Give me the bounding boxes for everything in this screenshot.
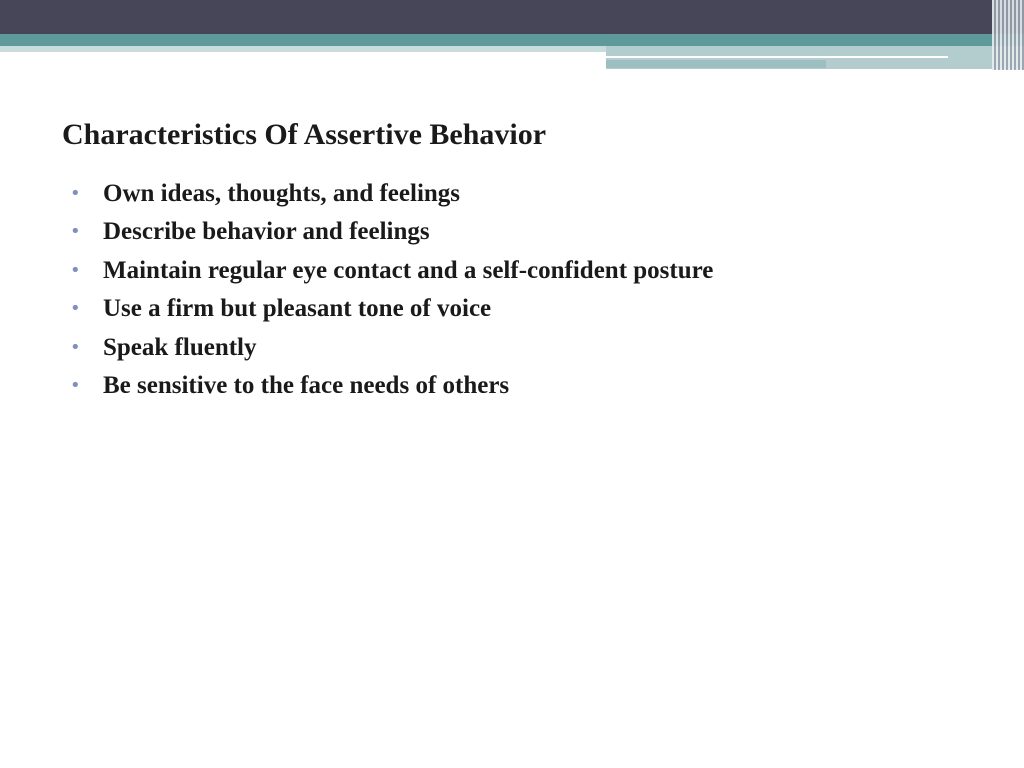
bullet-text: Speak fluently: [103, 333, 257, 361]
header-right-inner-stripe: [606, 60, 826, 68]
header-vertical-stripes: [992, 0, 1024, 70]
bullet-icon: •: [70, 374, 81, 396]
bullet-icon: •: [70, 336, 81, 358]
bullet-icon: •: [70, 221, 81, 243]
bullet-text: Use a firm but pleasant tone of voice: [103, 295, 492, 323]
header-light-stripe: [0, 46, 606, 52]
bullet-text: Own ideas, thoughts, and feelings: [103, 180, 461, 207]
header-teal-stripe: [0, 34, 1024, 46]
slide-header-band: [0, 0, 1024, 70]
slide-title: Characteristics Of Assertive Behavior: [62, 118, 547, 151]
bullet-icon: •: [70, 298, 81, 320]
bullet-icon: •: [70, 259, 81, 281]
bullet-icon: •: [70, 183, 81, 204]
header-dark-stripe: [0, 0, 1024, 34]
bullet-text: Be sensitive to the face needs of others: [103, 371, 510, 399]
bullet-text: Describe behavior and feelings: [103, 218, 430, 246]
header-right-line: [606, 56, 948, 58]
bullet-text: Maintain regular eye contact and a self-confident posture: [103, 256, 714, 284]
